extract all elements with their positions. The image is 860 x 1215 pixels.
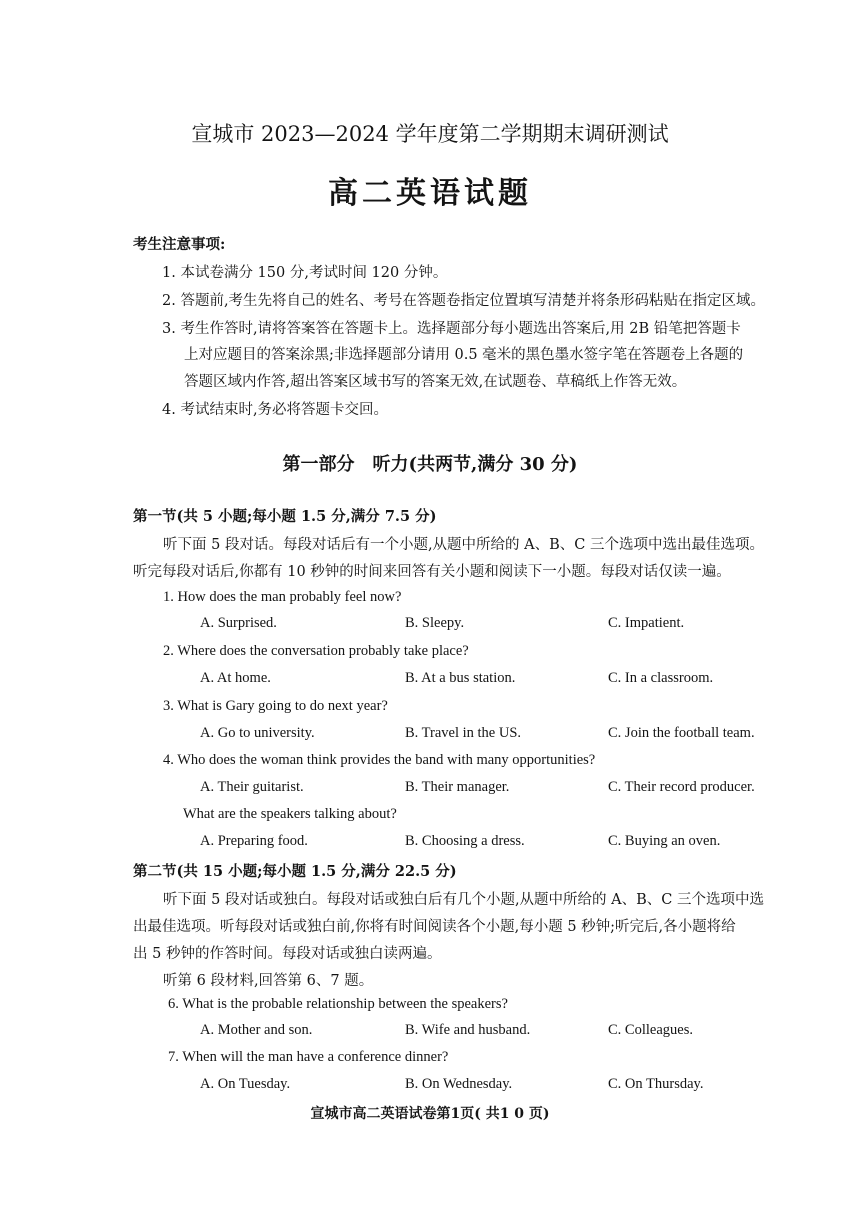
question-2-option-b: B. At a bus station. xyxy=(405,670,516,686)
notice-item-3-cont-1: 上对应题目的答案涂黑;非选择题部分请用 0.5 毫米的黑色墨水签字笔在答题卷上各题的 xyxy=(184,347,744,363)
question-1-option-b: B. Sleepy. xyxy=(405,615,465,631)
question-1-option-a: A. Surprised. xyxy=(200,615,277,631)
notice-item-1: 1. 本试卷满分 150 分,考试时间 120 分钟。 xyxy=(162,265,448,281)
question-2-option-c: C. In a classroom. xyxy=(608,670,714,686)
exam-subject-title: 高二英语试题 xyxy=(328,176,532,211)
page-footer: 宣城市高二英语试卷第1页( 共1 0 页) xyxy=(310,1106,550,1122)
question-3: 3. What is Gary going to do next year? xyxy=(163,698,388,714)
question-5-option-b: B. Choosing a dress. xyxy=(405,833,525,849)
notice-item-3-cont-2: 答题区域内作答,超出答案区域书写的答案无效,在试题卷、草稿纸上作答无效。 xyxy=(184,374,687,390)
question-6-option-c: C. Colleagues. xyxy=(608,1022,693,1038)
question-7-option-a: A. On Tuesday. xyxy=(200,1076,291,1092)
question-1-option-c: C. Impatient. xyxy=(608,615,685,631)
question-2-option-a: A. At home. xyxy=(200,670,271,686)
section2-heading: 第二节(共 15 小题;每小题 1.5 分,满分 22.5 分) xyxy=(133,863,457,880)
section1-instruction-2: 听完每段对话后,你都有 10 秒钟的时间来回答有关小题和阅读下一小题。每段对话仅读一遍。 xyxy=(133,564,731,580)
notice-heading: 考生注意事项: xyxy=(133,236,226,253)
notice-item-4: 4. 考试结束时,务必将答题卡交回。 xyxy=(162,402,389,418)
notice-item-2: 2. 答题前,考生先将自己的姓名、考号在答题卷指定位置填写清楚并将条形码粘贴在指定区域。 xyxy=(162,293,766,309)
question-7-option-b: B. On Wednesday. xyxy=(405,1076,513,1092)
question-3-option-b: B. Travel in the US. xyxy=(405,725,522,741)
question-7-option-c: C. On Thursday. xyxy=(608,1076,704,1092)
section2-instruction-1: 听下面 5 段对话或独白。每段对话或独白后有几个小题,从题中所给的 A、B、C 三个选项中选 xyxy=(163,892,764,908)
question-3-option-a: A. Go to university. xyxy=(200,725,315,741)
question-5-option-c: C. Buying an oven. xyxy=(608,833,721,849)
question-2: 2. Where does the conversation probably take place? xyxy=(163,643,469,659)
question-6: 6. What is the probable relationship between the speakers? xyxy=(168,996,508,1012)
exam-header-title: 宣城市 2023—2024 学年度第二学期期末调研测试 xyxy=(191,122,669,146)
section2-instruction-3: 出 5 秒钟的作答时间。每段对话或独白读两遍。 xyxy=(133,946,442,962)
question-1: 1. How does the man probably feel now? xyxy=(163,589,402,605)
section1-heading: 第一节(共 5 小题;每小题 1.5 分,满分 7.5 分) xyxy=(133,508,437,525)
question-5-option-a: A. Preparing food. xyxy=(200,833,308,849)
question-3-option-c: C. Join the football team. xyxy=(608,725,755,741)
notice-item-3: 3. 考生作答时,请将答案答在答题卡上。选择题部分每小题选出答案后,用 2B 铅笔把答题卡 xyxy=(162,321,741,337)
part1-title: 第一部分 听力(共两节,满分 30 分) xyxy=(282,454,578,475)
question-4-option-b: B. Their manager. xyxy=(405,779,510,795)
question-4-option-a: A. Their guitarist. xyxy=(200,779,304,795)
section2-instruction-2: 出最佳选项。听每段对话或独白前,你将有时间阅读各个小题,每小题 5 秒钟;听完后,各小题将给 xyxy=(133,919,736,935)
question-6-option-b: B. Wife and husband. xyxy=(405,1022,531,1038)
section1-instruction-1: 听下面 5 段对话。每段对话后有一个小题,从题中所给的 A、B、C 三个选项中选出最佳选项。 xyxy=(163,537,764,553)
question-4: 4. Who does the woman think provides the band with many opportunities? xyxy=(163,752,596,768)
material-6-instruction: 听第 6 段材料,回答第 6、7 题。 xyxy=(163,973,374,989)
question-6-option-a: A. Mother and son. xyxy=(200,1022,313,1038)
question-7: 7. When will the man have a conference dinner? xyxy=(168,1049,449,1065)
question-4-option-c: C. Their record producer. xyxy=(608,779,755,795)
question-5: What are the speakers talking about? xyxy=(183,806,397,822)
